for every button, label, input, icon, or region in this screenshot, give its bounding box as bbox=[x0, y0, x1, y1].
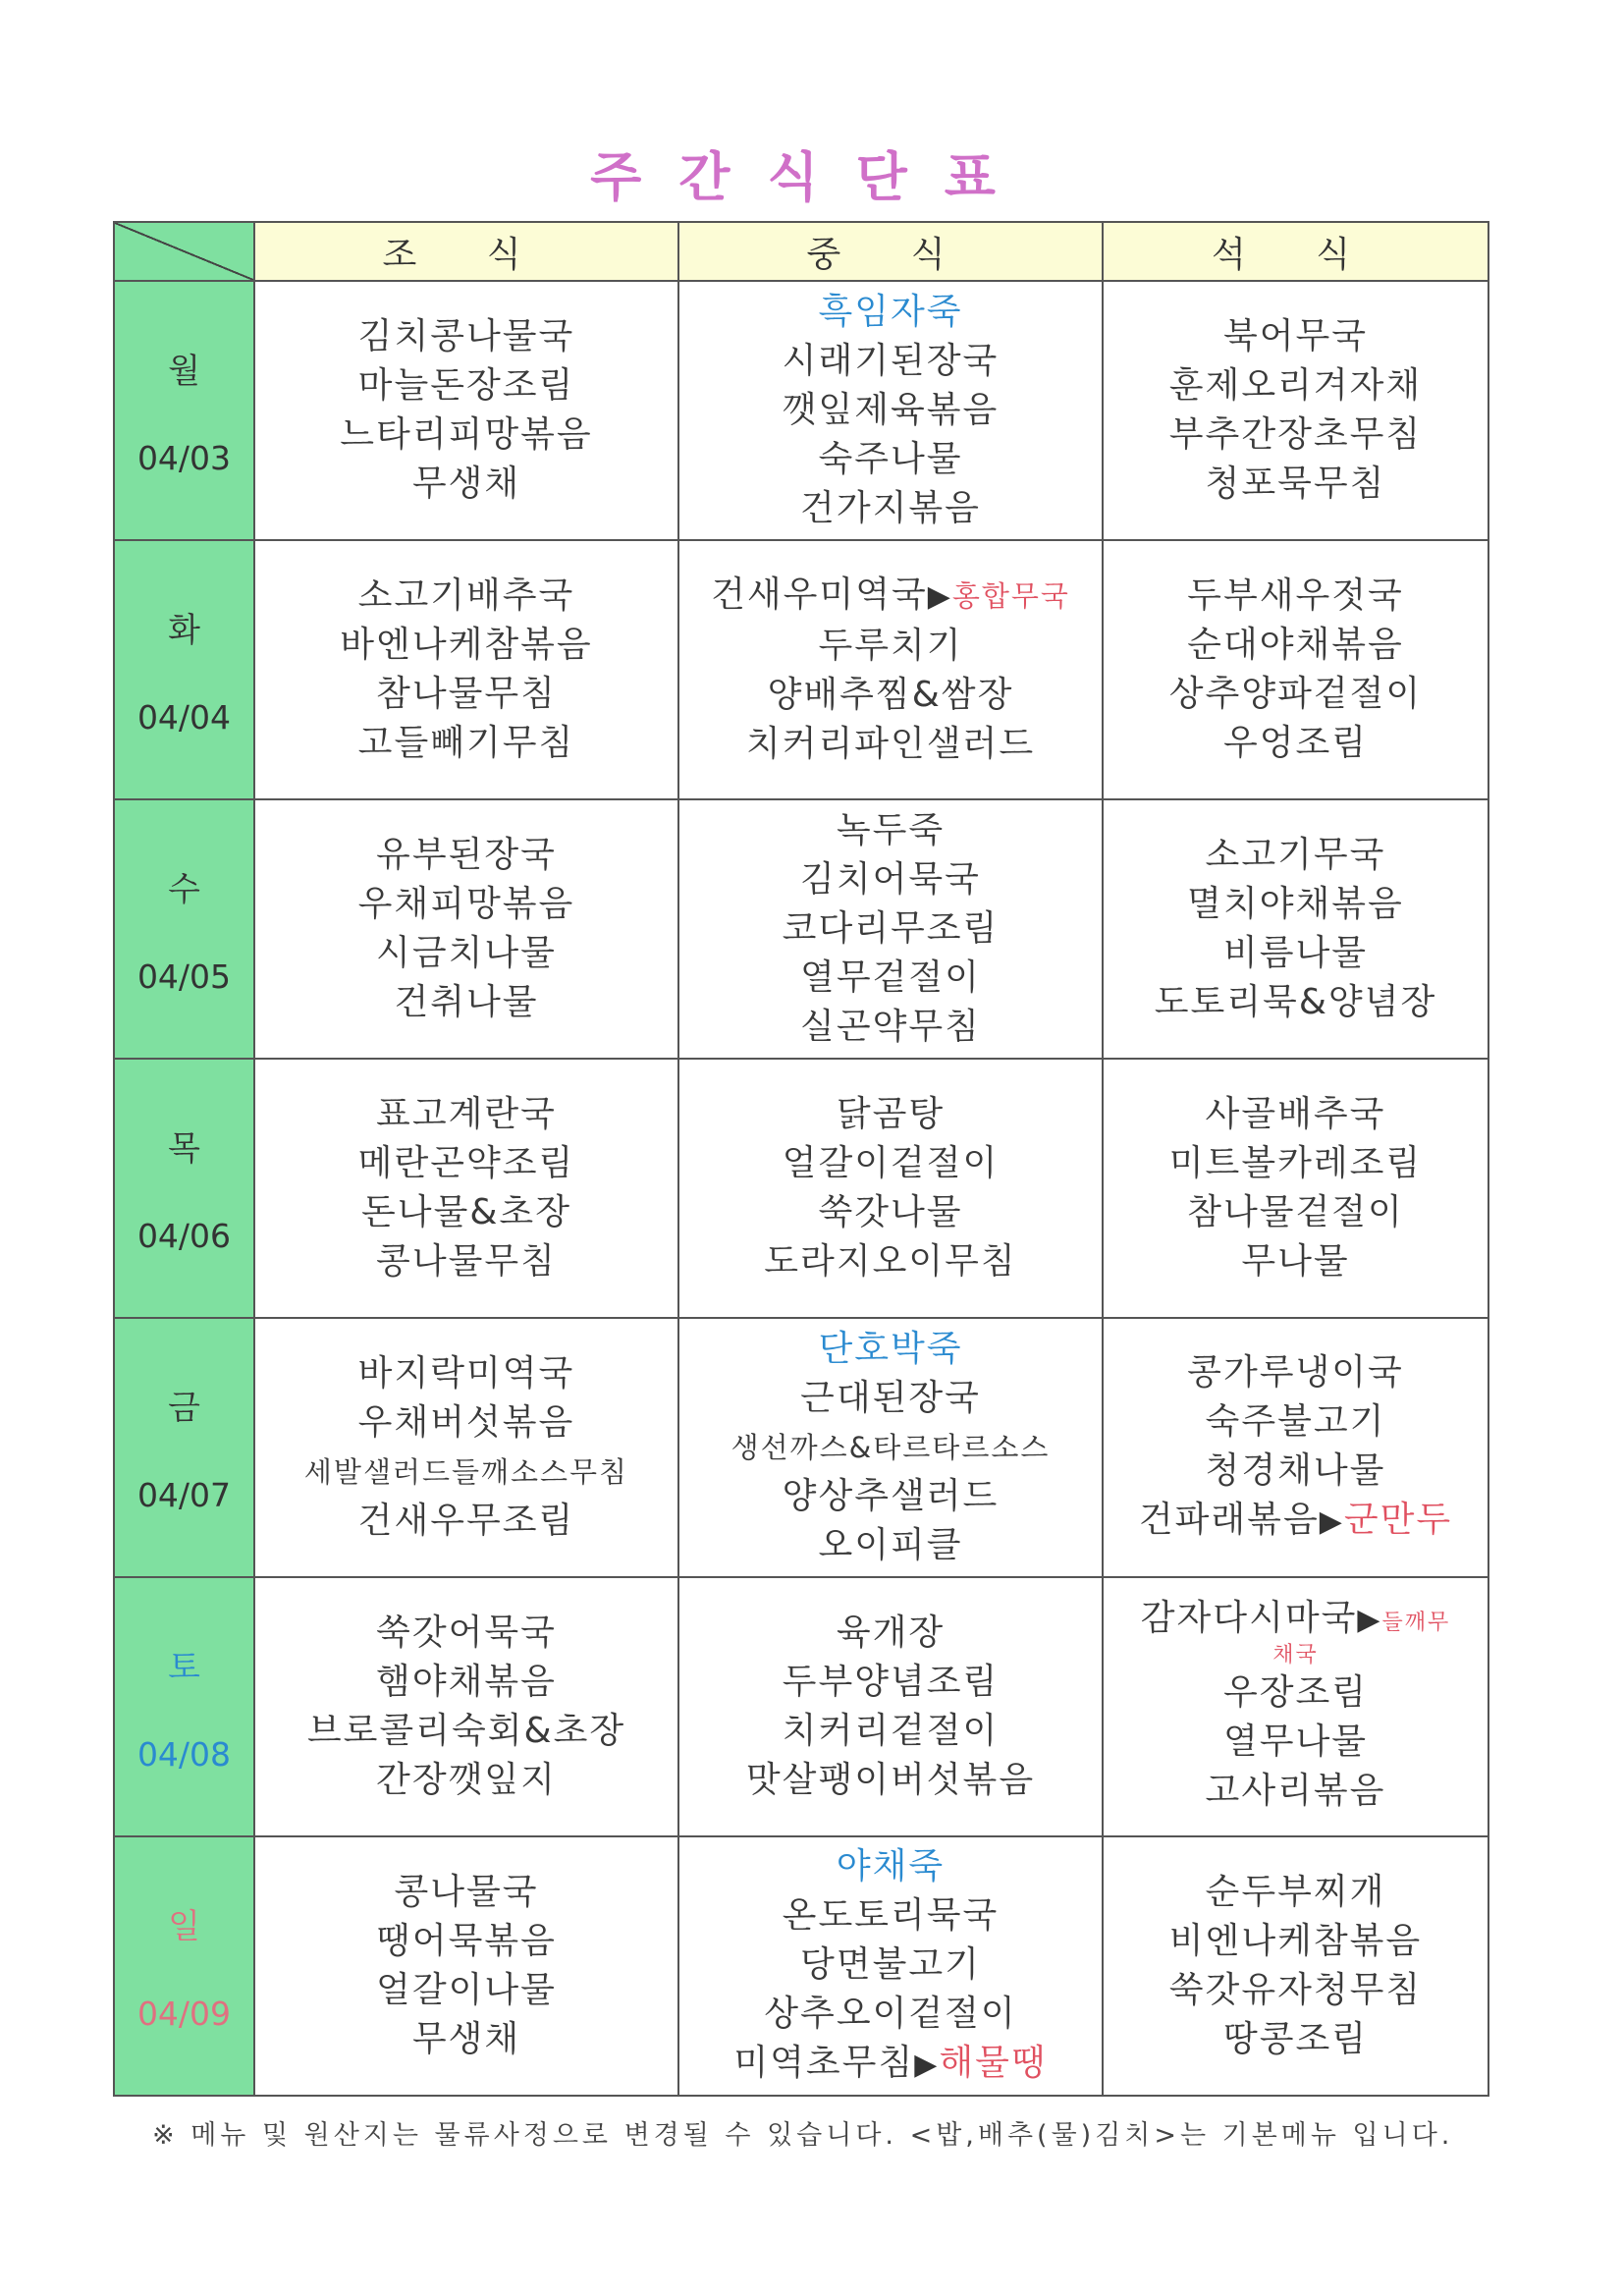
day-name: 금 bbox=[168, 1389, 200, 1428]
menu-item: 두부새우젓국 bbox=[1187, 575, 1404, 616]
day-name: 화 bbox=[168, 611, 200, 650]
dinner-cell bbox=[1103, 1318, 1488, 1577]
menu-item: 바엔나케참볶음 bbox=[340, 625, 593, 665]
dinner-cell bbox=[1103, 799, 1488, 1059]
page-title: 주간식단표 bbox=[590, 146, 1033, 208]
menu-item: 간장깻잎지 bbox=[376, 1760, 557, 1800]
menu-item: 김치어묵국 bbox=[800, 859, 981, 900]
menu-item: 깻잎제육볶음 bbox=[782, 390, 1000, 430]
day-label bbox=[114, 281, 254, 540]
corner-cell bbox=[114, 222, 254, 281]
day-row-sat bbox=[114, 1577, 1488, 1836]
day-row-sun bbox=[114, 1836, 1488, 2096]
menu-item: 무생채 bbox=[411, 2019, 521, 2059]
menu-item: 근대된장국 bbox=[800, 1378, 981, 1418]
menu-item-with-alternative bbox=[1104, 1496, 1488, 1547]
menu-item: 콩나물무침 bbox=[376, 1241, 557, 1282]
lunch-cell bbox=[678, 281, 1103, 540]
menu-item: 돈나물&초장 bbox=[361, 1192, 571, 1232]
menu-item: 육개장 bbox=[836, 1613, 946, 1653]
menu-item: 소고기배추국 bbox=[357, 575, 575, 616]
dinner-cell bbox=[1103, 540, 1488, 799]
lunch-cell bbox=[678, 1318, 1103, 1577]
menu-item: 무나물 bbox=[1241, 1241, 1350, 1282]
menu-item: 시래기된장국 bbox=[782, 341, 1000, 381]
menu-item: 청경채나물 bbox=[1205, 1450, 1386, 1491]
day-date: 04/09 bbox=[136, 1995, 232, 2033]
menu-item-with-alternative bbox=[679, 571, 1102, 622]
menu-item: 브로콜리숙회&초장 bbox=[306, 1711, 626, 1751]
day-label bbox=[114, 1577, 254, 1836]
day-date: 04/03 bbox=[136, 439, 232, 477]
arrow-right-icon: ▶ bbox=[927, 579, 952, 614]
menu-item: 소고기무국 bbox=[1205, 835, 1386, 875]
dinner-cell bbox=[1103, 281, 1488, 540]
day-row-tue bbox=[114, 540, 1488, 799]
menu-item: 우채버섯볶음 bbox=[357, 1402, 575, 1443]
alternative-menu-item: 군만두 bbox=[1343, 1500, 1453, 1540]
dinner-cell bbox=[1103, 1577, 1488, 1836]
menu-item: 얼갈이겉절이 bbox=[782, 1143, 1000, 1183]
menu-item: 건새우무조림 bbox=[357, 1501, 575, 1541]
breakfast-cell bbox=[254, 281, 678, 540]
menu-item: 콩나물국 bbox=[394, 1872, 539, 1912]
menu-item: 숙주나물 bbox=[818, 439, 963, 479]
breakfast-cell bbox=[254, 540, 678, 799]
arrow-right-icon: ▶ bbox=[914, 2048, 940, 2082]
menu-item: 열무겉절이 bbox=[800, 957, 981, 998]
menu-item: 숙주불고기 bbox=[1205, 1401, 1386, 1442]
day-label bbox=[114, 540, 254, 799]
lunch-cell bbox=[678, 1577, 1103, 1836]
arrow-right-icon: ▶ bbox=[1319, 1504, 1344, 1539]
menu-item: 미역초무침 bbox=[733, 2043, 915, 2083]
menu-item: 상추양파겉절이 bbox=[1168, 674, 1423, 714]
lunch-cell bbox=[678, 1059, 1103, 1318]
day-name: 일 bbox=[168, 1907, 200, 1946]
menu-item: 온도토리묵국 bbox=[782, 1895, 1000, 1936]
menu-item: 건가지볶음 bbox=[800, 488, 981, 528]
menu-item: 생선까스&타르타르소스 bbox=[730, 1431, 1051, 1464]
menu-item: 북어무국 bbox=[1222, 316, 1369, 356]
menu-item: 청포묵무침 bbox=[1205, 464, 1386, 504]
menu-item: 표고계란국 bbox=[376, 1094, 557, 1134]
menu-item: 순대야채볶음 bbox=[1187, 625, 1404, 665]
menu-item: 쑥갓어묵국 bbox=[376, 1613, 557, 1653]
menu-item: 느타리피망볶음 bbox=[340, 414, 593, 455]
menu-item: 마늘돈장조림 bbox=[357, 365, 575, 406]
menu-item: 햄야채볶음 bbox=[376, 1662, 557, 1702]
menu-item-with-alternative bbox=[679, 2039, 1102, 2090]
breakfast-cell bbox=[254, 1836, 678, 2096]
arrow-right-icon: ▶ bbox=[1357, 1602, 1382, 1637]
menu-item: 열무나물 bbox=[1222, 1721, 1369, 1762]
footnote: ※ 메뉴 및 원산지는 물류사정으로 변경될 수 있습니다. <밥,배추(물)김치>는 기본메뉴 입니다. bbox=[152, 2120, 1454, 2151]
menu-item: 우장조림 bbox=[1222, 1671, 1369, 1713]
menu-item: 사골배추국 bbox=[1205, 1094, 1386, 1134]
breakfast-cell bbox=[254, 799, 678, 1059]
day-date: 04/04 bbox=[136, 698, 232, 737]
day-row-wed bbox=[114, 799, 1488, 1059]
menu-item: 고들빼기무침 bbox=[357, 723, 575, 763]
menu-item: 우채피망볶음 bbox=[357, 884, 575, 924]
menu-item: 쑥갓유자청무침 bbox=[1168, 1970, 1423, 2010]
menu-item: 세발샐러드들깨소스무침 bbox=[303, 1455, 629, 1489]
menu-item: 부추간장초무침 bbox=[1168, 414, 1423, 455]
menu-item: 비름나물 bbox=[1222, 933, 1369, 973]
menu-item: 두루치기 bbox=[818, 626, 963, 666]
breakfast-cell bbox=[254, 1318, 678, 1577]
day-date: 04/05 bbox=[136, 957, 232, 996]
menu-item: 도토리묵&양념장 bbox=[1154, 982, 1437, 1022]
menu-item: 메란곤약조림 bbox=[357, 1143, 575, 1183]
day-name: 수 bbox=[168, 870, 200, 909]
header-breakfast: 조 식 bbox=[254, 222, 678, 281]
lunch-cell bbox=[678, 799, 1103, 1059]
menu-item-with-alternative bbox=[1104, 1599, 1488, 1643]
menu-item: 실곤약무침 bbox=[800, 1007, 981, 1047]
day-date: 04/07 bbox=[136, 1476, 232, 1514]
day-name: 목 bbox=[168, 1129, 200, 1169]
menu-item: 시금치나물 bbox=[376, 933, 557, 973]
header-dinner: 석 식 bbox=[1103, 222, 1488, 281]
menu-item: 건취나물 bbox=[394, 982, 539, 1022]
alternative-menu-item: 해물땡 bbox=[939, 2043, 1048, 2083]
dinner-cell bbox=[1103, 1059, 1488, 1318]
lunch-cell bbox=[678, 540, 1103, 799]
menu-item: 우엉조림 bbox=[1222, 723, 1369, 763]
menu-item: 훈제오리겨자채 bbox=[1168, 365, 1423, 406]
day-label bbox=[114, 1836, 254, 2096]
menu-item: 쑥갓나물 bbox=[818, 1192, 963, 1232]
day-label bbox=[114, 799, 254, 1059]
day-date: 04/06 bbox=[136, 1217, 232, 1255]
alternative-menu-item: 홍합무국 bbox=[951, 579, 1070, 613]
menu-item: 유부된장국 bbox=[376, 835, 557, 875]
menu-item: 건새우미역국 bbox=[711, 574, 928, 615]
menu-item: 양상추샐러드 bbox=[782, 1476, 1000, 1516]
menu-item: 맛살팽이버섯볶음 bbox=[745, 1760, 1036, 1800]
menu-item: 치커리파인샐러드 bbox=[745, 724, 1036, 764]
menu-item: 미트볼카레조림 bbox=[1168, 1143, 1423, 1183]
special-menu-item: 단호박죽 bbox=[818, 1329, 963, 1369]
day-row-fri bbox=[114, 1318, 1488, 1577]
menu-item: 참나물무침 bbox=[376, 674, 557, 714]
breakfast-cell bbox=[254, 1577, 678, 1836]
day-row-mon bbox=[114, 281, 1488, 540]
menu-item: 도라지오이무침 bbox=[764, 1241, 1017, 1282]
menu-item: 무생채 bbox=[411, 464, 521, 504]
day-label bbox=[114, 1318, 254, 1577]
special-menu-item: 흑임자죽 bbox=[818, 292, 963, 332]
lunch-cell bbox=[678, 1836, 1103, 2096]
day-name: 월 bbox=[168, 352, 200, 391]
menu-item: 순두부찌개 bbox=[1205, 1872, 1386, 1912]
day-date: 04/08 bbox=[136, 1735, 232, 1774]
breakfast-cell bbox=[254, 1059, 678, 1318]
menu-item: 두부양념조림 bbox=[782, 1662, 1000, 1702]
menu-item: 멸치야채볶음 bbox=[1187, 884, 1404, 924]
menu-item: 건파래볶음 bbox=[1138, 1500, 1320, 1540]
menu-item: 오이피클 bbox=[818, 1525, 963, 1565]
day-name: 토 bbox=[168, 1648, 200, 1687]
menu-item: 코다리무조림 bbox=[782, 908, 1000, 949]
menu-item: 닭곰탕 bbox=[836, 1094, 946, 1134]
menu-item: 감자다시마국 bbox=[1140, 1597, 1358, 1638]
day-label bbox=[114, 1059, 254, 1318]
menu-item: 녹두죽 bbox=[836, 810, 946, 850]
menu-item: 콩가루냉이국 bbox=[1187, 1352, 1404, 1393]
alternative-menu-item: 들깨무 bbox=[1381, 1610, 1451, 1635]
day-row-thu bbox=[114, 1059, 1488, 1318]
menu-item: 비엔나케참볶음 bbox=[1168, 1921, 1423, 1961]
dinner-cell bbox=[1103, 1836, 1488, 2096]
menu-item: 땅콩조림 bbox=[1222, 2019, 1369, 2059]
menu-item: 참나물겉절이 bbox=[1187, 1192, 1404, 1232]
menu-item: 양배추찜&쌈장 bbox=[767, 675, 1014, 715]
menu-item: 고사리볶음 bbox=[1205, 1770, 1386, 1811]
menu-item: 치커리겉절이 bbox=[782, 1711, 1000, 1751]
menu-item: 당면불고기 bbox=[800, 1944, 981, 1985]
alternative-menu-item-cont: 채국 bbox=[1272, 1642, 1319, 1667]
menu-item: 김치콩나물국 bbox=[357, 316, 575, 356]
header-lunch: 중 식 bbox=[678, 222, 1103, 281]
menu-item: 땡어묵볶음 bbox=[376, 1921, 557, 1961]
menu-item: 바지락미역국 bbox=[357, 1353, 575, 1394]
special-menu-item: 야채죽 bbox=[836, 1846, 946, 1886]
menu-item: 상추오이겉절이 bbox=[764, 1994, 1017, 2034]
menu-item: 얼갈이나물 bbox=[376, 1970, 557, 2010]
weekly-menu-table bbox=[113, 221, 1489, 2097]
